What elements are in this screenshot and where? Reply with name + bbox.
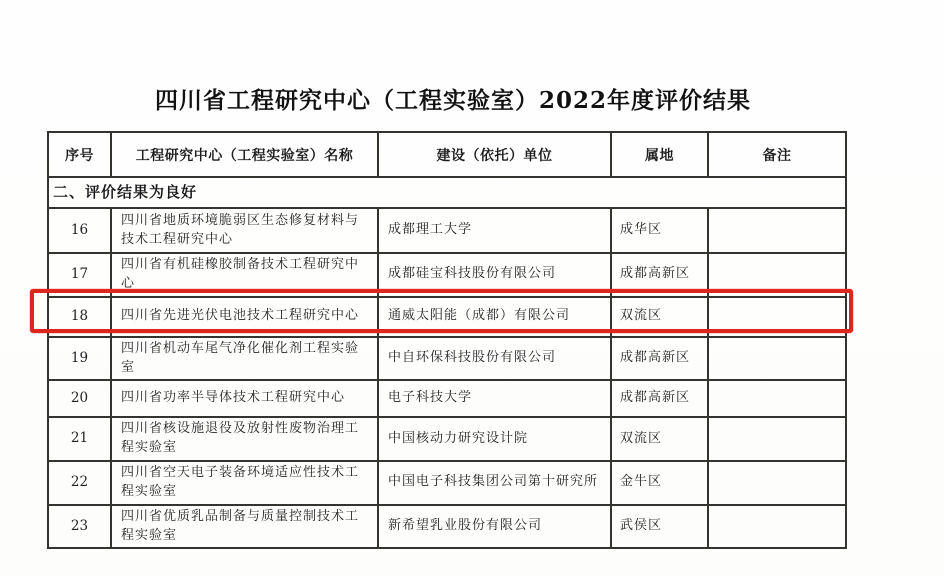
column-header-district: 属地 <box>611 132 708 177</box>
row-center-name: 四川省有机硅橡胶制备技术工程研究中心 <box>111 253 378 297</box>
table-row-17 <box>48 253 846 297</box>
row-unit: 成都硅宝科技股份有限公司 <box>378 253 611 297</box>
row-remark <box>708 380 846 417</box>
row-district: 金牛区 <box>611 461 708 505</box>
table-row-16 <box>48 208 846 253</box>
row-center-name: 四川省先进光伏电池技术工程研究中心 <box>111 297 378 337</box>
row-center-name: 四川省空天电子装备环境适应性技术工程实验室 <box>111 461 378 505</box>
row-remark <box>708 337 846 381</box>
row-index: 21 <box>48 417 111 461</box>
table-row-19 <box>48 337 846 381</box>
evaluation-results-table <box>47 131 847 549</box>
table-row-23 <box>48 505 846 549</box>
row-remark <box>708 417 846 461</box>
row-index: 20 <box>48 380 111 417</box>
row-unit: 通威太阳能（成都）有限公司 <box>378 297 611 337</box>
row-index: 16 <box>48 208 111 253</box>
row-district: 双流区 <box>611 417 708 461</box>
row-remark <box>708 461 846 505</box>
row-center-name: 四川省核设施退役及放射性废物治理工程实验室 <box>111 417 378 461</box>
table-row-22 <box>48 461 846 505</box>
row-district: 成都高新区 <box>611 253 708 297</box>
column-header-name: 工程研究中心（工程实验室）名称 <box>111 132 378 177</box>
row-center-name: 四川省功率半导体技术工程研究中心 <box>111 380 378 417</box>
row-center-name: 四川省优质乳品制备与质量控制技术工程实验室 <box>111 505 378 549</box>
row-center-name: 四川省地质环境脆弱区生态修复材料与技术工程研究中心 <box>111 208 378 253</box>
row-unit: 成都理工大学 <box>378 208 611 253</box>
row-district: 成都高新区 <box>611 380 708 417</box>
row-index: 22 <box>48 461 111 505</box>
document-title: 四川省工程研究中心（工程实验室）2022年度评价结果 <box>154 87 751 114</box>
row-unit: 电子科技大学 <box>378 380 611 417</box>
row-unit: 新希望乳业股份有限公司 <box>378 505 611 549</box>
row-index: 17 <box>48 253 111 297</box>
row-remark <box>708 297 846 337</box>
table-header-row <box>48 132 846 177</box>
table-row-21 <box>48 417 846 461</box>
row-district: 武侯区 <box>611 505 708 549</box>
row-index: 23 <box>48 505 111 549</box>
column-header-no: 序号 <box>48 132 111 177</box>
row-district: 双流区 <box>611 297 708 337</box>
row-unit: 中自环保科技股份有限公司 <box>378 337 611 381</box>
table-row-18-highlighted <box>48 297 846 337</box>
row-index: 18 <box>48 297 111 337</box>
row-remark <box>708 505 846 549</box>
section-header-row <box>48 177 846 208</box>
row-unit: 中国核动力研究设计院 <box>378 417 611 461</box>
section-title: 二、评价结果为良好 <box>48 177 846 208</box>
row-remark <box>708 253 846 297</box>
row-unit: 中国电子科技集团公司第十研究所 <box>378 461 611 505</box>
column-header-unit: 建设（依托）单位 <box>378 132 611 177</box>
row-remark <box>708 208 846 253</box>
table-row-20 <box>48 380 846 417</box>
row-district: 成都高新区 <box>611 337 708 381</box>
row-index: 19 <box>48 337 111 381</box>
column-header-remark: 备注 <box>708 132 846 177</box>
row-center-name: 四川省机动车尾气净化催化剂工程实验室 <box>111 337 378 381</box>
row-district: 成华区 <box>611 208 708 253</box>
